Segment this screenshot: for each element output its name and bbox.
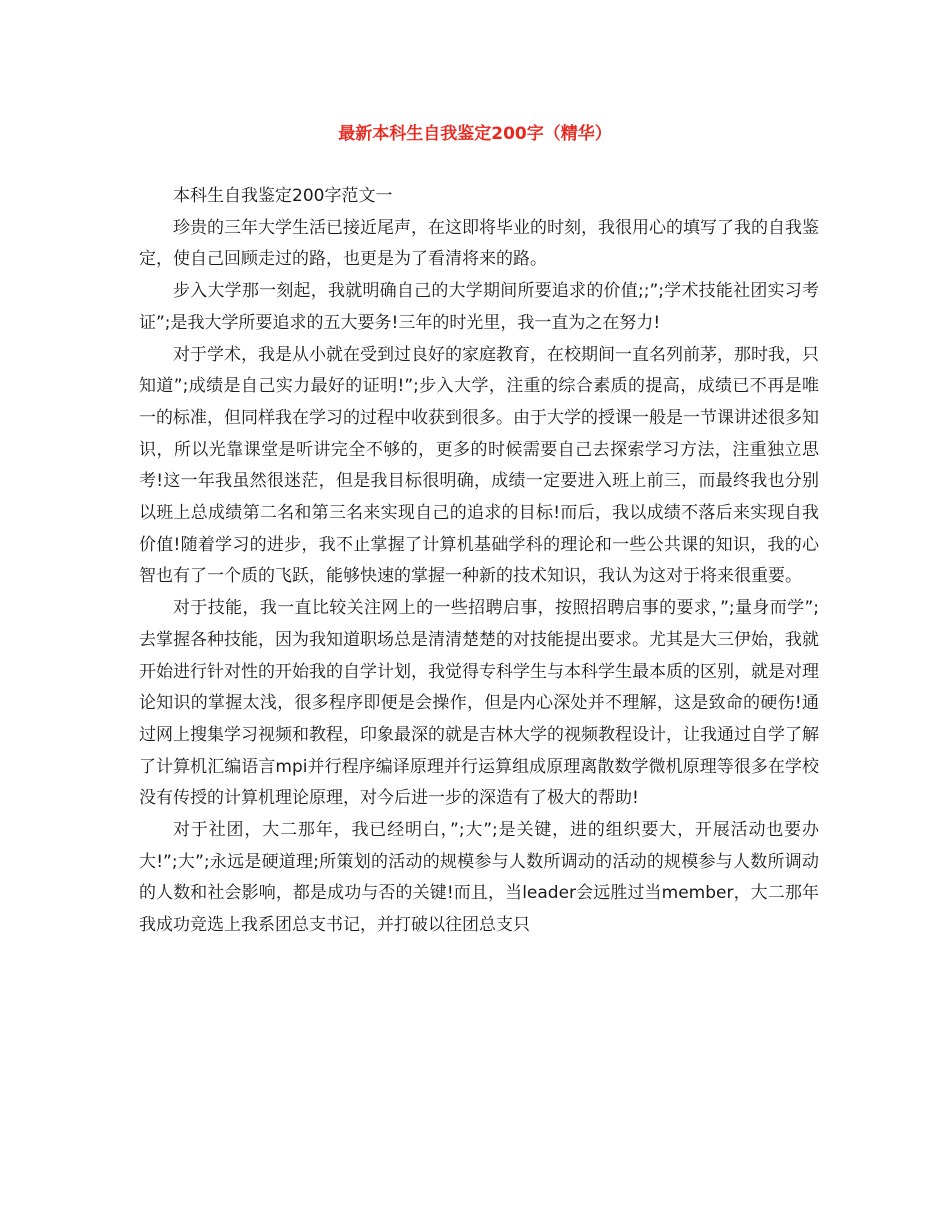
paragraph: 步入大学那一刻起，我就明确自己的大学期间所要追求的价值;;”;学术技能社团实习考证”;是我大学所要追求的五大要务!三年的时光里，我一直为之在努力! [139,281,819,333]
paragraph: 对于技能，我一直比较关注网上的一些招聘启事，按照招聘启事的要求，”;量身而学”;去掌握各种技能，因为我知道职场总是清清楚楚的对技能提出要求。尤其是大三伊始，我就开始进行针对性的开始我的自学计划，我觉得专科学生与本科学生最本质的区别，就是对理论知识的掌握太浅，很多程序即便是会操作，但是内心深处并不理解，这是致命的硬伤!通过网上搜集学习视频和教程，印象最深的就是吉林大学的视频教程设计，让我通过自学了解了计算机汇编语言mpi并行程序编译原理并行运算组成原理离散数学微机原理等很多在学校没有传授的计算机理论原理，对今后进一步的深造有了极大的帮助! [139,598,819,809]
paragraph: 对于社团，大二那年，我已经明白，”;大”;是关键，进的组织要大，开展活动也要办大!”;大”;永远是硬道理;所策划的活动的规模参与人数所调动的活动的规模参与人数所调动的人数和社会影响，都是成功与否的关键!而且，当leader会远胜过当member，大二那年我成功竞选上我系团总支书记，并打破以往团总支只 [139,820,819,936]
document-title: 最新本科生自我鉴定200字（精华） [338,124,612,144]
paragraph: 珍贵的三年大学生活已接近尾声，在这即将毕业的时刻，我很用心的填写了我的自我鉴定，使自己回顾走过的路，也更是为了看清将来的路。 [139,217,819,270]
document-body [139,181,819,942]
section-heading: 本科生自我鉴定200字范文一 [173,186,393,206]
paragraph: 对于学术，我是从小就在受到过良好的家庭教育，在校期间一直名列前茅，那时我，只知道”;成绩是自己实力最好的证明!”;步入大学，注重的综合素质的提高，成绩已不再是唯一的标准，但同样我在学习的过程中收获到很多。由于大学的授课一般是一节课讲述很多知识，所以光靠课堂是听讲完全不够的，更多的时候需要自己去探索学习方法，注重独立思考!这一年我虽然很迷茫，但是我目标很明确，成绩一定要进入班上前三，而最终我也分别以班上总成绩第二名和第三名来实现自己的追求的目标!而后，我以成绩不落后来实现自我价值!随着学习的进步，我不止掌握了计算机基础学科的理论和一些公共课的知识，我的心智也有了一个质的飞跃，能够快速的掌握一种新的技术知识，我认为这对于将来很重要。 [139,344,819,587]
